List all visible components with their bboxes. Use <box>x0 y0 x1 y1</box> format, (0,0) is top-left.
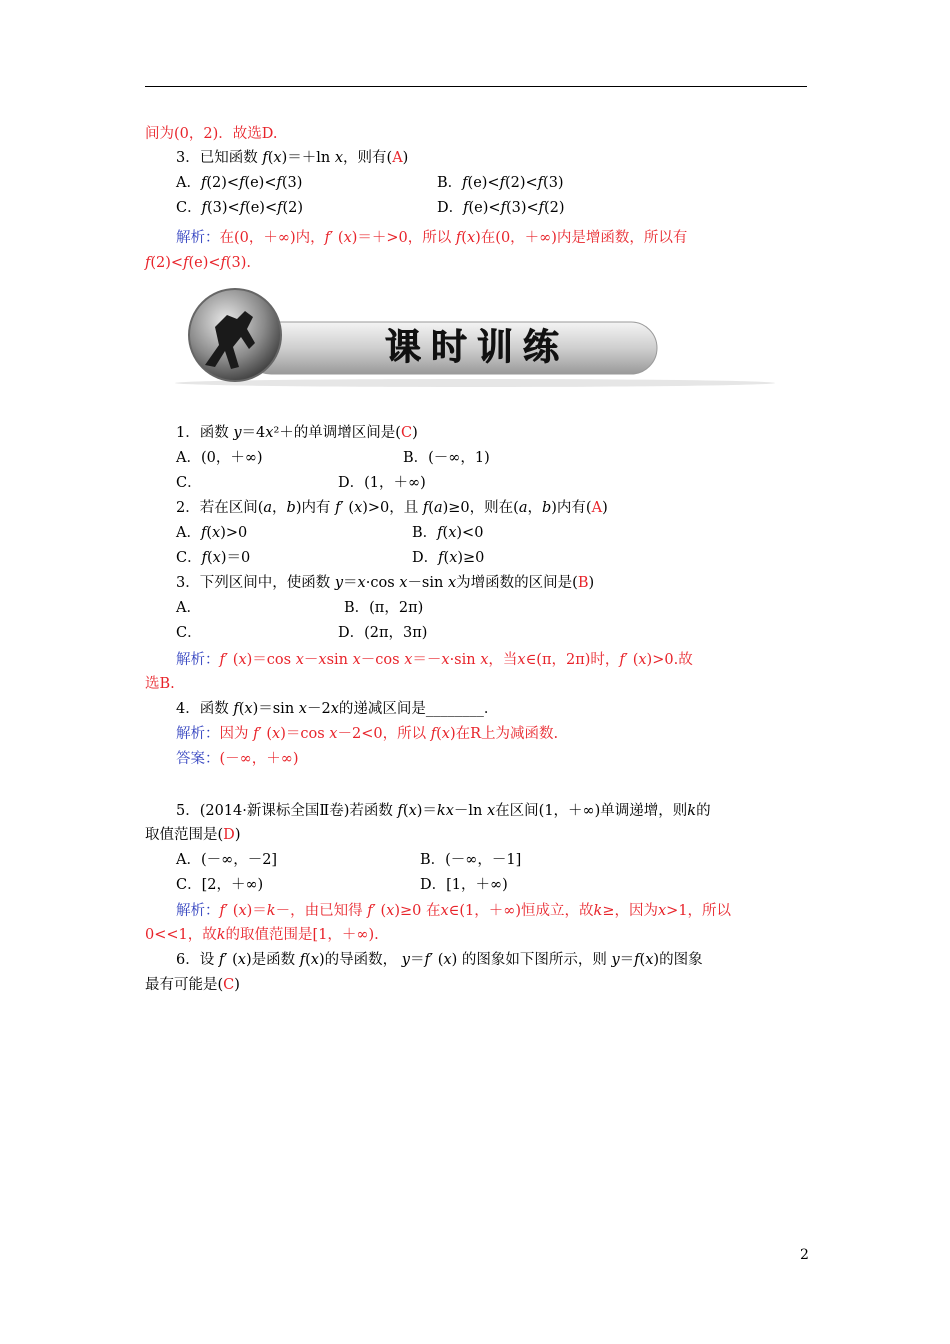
text-run: x <box>354 500 363 516</box>
text-line-l36 <box>145 925 379 945</box>
text-run: ( <box>238 701 245 717</box>
text-line-l03 <box>176 173 302 193</box>
text-run: A．(0，＋∞) <box>176 450 263 466</box>
text-run: C． <box>176 550 202 566</box>
text-run: 的取值范围是[1，＋∞). <box>225 927 379 943</box>
text-run: ( <box>436 726 442 742</box>
text-run: ) <box>412 425 418 441</box>
text-run: f <box>499 175 505 191</box>
text-run: x <box>298 701 307 717</box>
text-run: A． <box>176 525 201 541</box>
text-run: x <box>352 652 361 668</box>
text-run: f <box>455 230 462 246</box>
text-run: f <box>634 952 640 968</box>
text-line-l28 <box>176 749 298 769</box>
text-run: 的递减区间是________． <box>338 701 499 717</box>
text-line-l05 <box>176 198 303 218</box>
text-run: a <box>263 500 273 516</box>
text-run: C <box>400 425 413 441</box>
text-run: D <box>223 827 235 843</box>
text-run: k <box>687 803 697 819</box>
text-run: x <box>310 952 319 968</box>
text-line-l20 <box>176 598 201 618</box>
banner-shadow <box>175 379 775 387</box>
text-run: A． <box>176 600 201 616</box>
text-line-l09 <box>176 423 418 443</box>
text-run: x <box>657 903 667 919</box>
text-run: )＝＋>0，所以 <box>351 230 456 246</box>
text-run: )＝ <box>246 903 267 919</box>
text-run: 解析： <box>176 726 220 742</box>
text-line-l33 <box>176 875 263 895</box>
text-run: f <box>324 230 330 246</box>
text-line-l06 <box>437 198 565 218</box>
text-line-l29 <box>176 801 711 821</box>
text-run: C．[2，＋∞) <box>176 877 264 893</box>
text-run: x <box>334 150 344 166</box>
text-run: y <box>233 425 242 441</box>
text-run: 选B. <box>145 676 175 692</box>
text-run: 最有可能是( <box>145 977 224 993</box>
text-line-l23 <box>338 623 427 643</box>
text-run: ′ ( <box>624 652 639 668</box>
text-run: f <box>437 525 443 541</box>
text-run: ＝－ <box>412 652 442 668</box>
text-run: f <box>537 175 544 191</box>
text-line-l04 <box>437 173 564 193</box>
text-run: y <box>401 952 410 968</box>
text-run: f <box>220 255 226 271</box>
text-run: k <box>216 927 226 943</box>
text-run: C． <box>176 625 202 641</box>
text-run: ，则有( <box>343 150 393 166</box>
text-run: 解析： <box>176 903 220 919</box>
text-run: ·sin <box>449 652 481 668</box>
text-run: )＝sin <box>252 701 299 717</box>
text-run: －2<0，所以 <box>337 726 431 742</box>
text-run: y <box>611 952 620 968</box>
text-run: 4．函数 <box>176 701 234 717</box>
text-run: －ln <box>453 803 487 819</box>
text-run: －sin <box>407 575 448 591</box>
text-line-l12 <box>176 473 202 493</box>
text-run: f <box>183 255 189 271</box>
text-run: x <box>244 701 253 717</box>
text-run: ′ ( <box>429 952 444 968</box>
text-line-l30 <box>145 825 240 845</box>
text-run: )的图象 <box>653 952 703 968</box>
text-line-l14 <box>176 498 608 518</box>
text-line-l25 <box>145 674 175 694</box>
text-line-l24 <box>176 650 693 670</box>
text-run: 解析： <box>176 230 220 246</box>
text-run: 在(0，＋∞)内， <box>219 230 325 246</box>
text-run: (e)< <box>467 175 500 191</box>
text-run: kx <box>436 803 454 819</box>
text-line-l38 <box>145 975 240 995</box>
text-run: x <box>447 575 457 591</box>
text-run: (3)< <box>505 200 539 216</box>
text-run: f <box>335 500 341 516</box>
text-run: x <box>441 726 450 742</box>
text-run: 为增函数的区间是( <box>456 575 578 591</box>
text-run: ( <box>461 230 467 246</box>
text-run: k <box>593 903 603 919</box>
text-run: －，由已知得 <box>275 903 368 919</box>
text-line-l34 <box>420 875 508 895</box>
text-run: x <box>386 903 395 919</box>
text-run: x <box>212 550 221 566</box>
text-run: 3．下列区间中，使函数 <box>176 575 335 591</box>
text-run: (2)< <box>504 175 538 191</box>
text-run: －2 <box>306 701 331 717</box>
text-run: ≥，因为 <box>602 903 658 919</box>
text-run: B． <box>412 525 438 541</box>
text-line-l22 <box>176 623 202 643</box>
text-run: (e)< <box>245 200 278 216</box>
text-run: (e)< <box>468 200 501 216</box>
text-run: ) <box>402 150 409 166</box>
text-run: x <box>480 652 489 668</box>
text-line-l31 <box>176 850 277 870</box>
text-run: f <box>538 200 545 216</box>
text-run: )>0.故 <box>646 652 693 668</box>
text-run: x <box>295 652 304 668</box>
text-line-l15 <box>176 523 247 543</box>
text-run: (－∞，＋∞) <box>219 751 299 767</box>
text-run: D． <box>412 550 439 566</box>
text-run: x <box>440 903 449 919</box>
page-number: 2 <box>800 1247 809 1263</box>
text-run: f <box>262 150 268 166</box>
text-run: x <box>441 652 450 668</box>
text-run: A <box>392 150 403 166</box>
text-run: x <box>517 652 526 668</box>
text-run: f <box>239 200 246 216</box>
text-run: D．(1，＋∞) <box>338 475 426 491</box>
text-run: )的导函数， <box>318 952 402 968</box>
text-run: ′ ( <box>224 652 239 668</box>
text-line-l07 <box>176 228 687 248</box>
text-run: f <box>239 175 245 191</box>
text-run: ( <box>443 550 450 566</box>
text-run: f <box>201 550 207 566</box>
text-run: ′ ( <box>340 500 355 516</box>
text-line-l35 <box>176 901 731 921</box>
text-run: ²＋的单调增区间是( <box>273 425 401 441</box>
text-run: ＝ <box>409 952 425 968</box>
text-run: f <box>422 500 429 516</box>
text-line-l02 <box>176 148 408 168</box>
text-run: ′ ( <box>372 903 387 919</box>
text-run: f <box>500 200 506 216</box>
text-run: B．(－∞，－1] <box>420 852 522 868</box>
text-run: f <box>462 175 468 191</box>
text-run: B <box>577 575 589 591</box>
text-run: b <box>541 500 552 516</box>
text-run: f <box>276 175 282 191</box>
text-run: 6．设 <box>176 952 219 968</box>
text-run: x <box>408 803 417 819</box>
text-run: － <box>303 652 319 668</box>
text-run: (3). <box>225 255 252 271</box>
text-run: ·cos <box>365 575 400 591</box>
text-run: )在R上为减函数. <box>449 726 559 742</box>
text-run: A．(－∞，－2] <box>176 852 278 868</box>
text-run: ′ ( <box>224 952 238 968</box>
text-run: x <box>404 652 413 668</box>
text-run: f <box>397 803 403 819</box>
text-run: ∈(1，＋∞)恒成立，故 <box>448 903 594 919</box>
text-run: ) <box>234 827 241 843</box>
text-run: f <box>277 200 283 216</box>
section-banner <box>175 287 775 389</box>
text-run: ， <box>272 500 287 516</box>
text-run: ( <box>442 525 449 541</box>
text-run: f <box>463 200 469 216</box>
text-run: x <box>237 952 246 968</box>
text-run: ( <box>206 525 213 541</box>
text-run: x <box>238 652 247 668</box>
text-run: (3)< <box>206 200 240 216</box>
text-run: ′ ( <box>224 903 239 919</box>
text-run: ， <box>527 500 542 516</box>
text-run: 2．若在区间( <box>176 500 264 516</box>
text-run: x <box>486 803 496 819</box>
text-run: )>0 <box>220 525 248 541</box>
text-run: f <box>619 652 625 668</box>
text-run: 因为 <box>219 726 254 742</box>
text-run: x <box>343 230 352 246</box>
text-run: 间为(0，2)．故选D. <box>145 126 278 142</box>
text-run: y <box>334 575 344 591</box>
text-run: x <box>399 575 408 591</box>
text-run: 的 <box>696 803 711 819</box>
text-run: A． <box>176 175 201 191</box>
text-line-l18 <box>412 548 484 568</box>
text-line-l21 <box>344 598 423 618</box>
text-run: x <box>318 652 327 668</box>
text-run: ) 的图象如下图所示，则 <box>451 952 612 968</box>
text-run: 答案： <box>176 751 220 767</box>
text-run: x <box>638 652 647 668</box>
text-run: 5．(2014·新课标全国Ⅱ卷)若函数 <box>176 803 398 819</box>
text-run: 3．已知函数 <box>176 150 263 166</box>
text-run: f <box>219 652 225 668</box>
text-run: f <box>201 200 207 216</box>
text-run: f <box>218 952 225 968</box>
text-run: D．(2π，3π) <box>338 625 428 641</box>
text-run: ) <box>588 575 595 591</box>
text-line-l01 <box>145 124 277 144</box>
text-run: ( <box>305 952 311 968</box>
text-run: b <box>286 500 296 516</box>
text-run: ′ ( <box>330 230 344 246</box>
text-run: A <box>591 500 603 516</box>
text-run: ( <box>206 550 213 566</box>
text-run: x <box>273 150 282 166</box>
text-run: B．(π，2π) <box>344 600 424 616</box>
text-run: ＝4 <box>241 425 266 441</box>
text-run: (e)< <box>188 255 221 271</box>
text-run: C <box>223 977 235 993</box>
text-line-l37 <box>176 950 703 970</box>
text-run: (3) <box>281 175 303 191</box>
text-run: B． <box>437 175 463 191</box>
text-run: f <box>424 952 430 968</box>
text-run: a <box>433 500 443 516</box>
text-run: f <box>367 903 373 919</box>
text-run: 在区间(1，＋∞)单调递增，则 <box>495 803 688 819</box>
text-line-l27 <box>176 724 558 744</box>
text-run: )＝ <box>416 803 437 819</box>
text-run: >1，所以 <box>666 903 732 919</box>
text-run: (3) <box>543 175 564 191</box>
text-run: f <box>219 903 225 919</box>
text-run: f <box>299 952 306 968</box>
text-run: )内有 <box>295 500 336 516</box>
text-run: 解析： <box>176 652 220 668</box>
text-line-l19 <box>176 573 594 593</box>
text-run: a <box>518 500 528 516</box>
text-run: )＝0 <box>220 550 251 566</box>
text-run: ＝ <box>343 575 358 591</box>
text-run: ′ ( <box>258 726 273 742</box>
text-line-l16 <box>412 523 483 543</box>
text-run: f <box>233 701 239 717</box>
text-run: x <box>265 425 274 441</box>
text-run: sin <box>326 652 353 668</box>
text-run: (2)< <box>206 175 240 191</box>
text-run: ( <box>639 952 646 968</box>
text-run: )在(0，＋∞)内是增函数，所以有 <box>475 230 688 246</box>
text-run: 1．函数 <box>176 425 234 441</box>
text-run: f <box>253 726 259 742</box>
banner-title: 课时训练 <box>385 327 570 368</box>
text-run: x <box>329 726 338 742</box>
text-run: x <box>357 575 366 591</box>
text-run: D．[1，＋∞) <box>420 877 508 893</box>
text-run: f <box>200 175 207 191</box>
text-run: ) <box>234 977 240 993</box>
text-run: f <box>200 525 207 541</box>
text-line-l32 <box>420 850 521 870</box>
text-run: )＝cos <box>246 652 296 668</box>
text-run: )≥0 <box>457 550 485 566</box>
text-run: )>0，且 <box>362 500 423 516</box>
text-line-l08 <box>145 253 251 273</box>
text-run: )内有( <box>551 500 592 516</box>
text-run: x <box>330 701 339 717</box>
text-run: )是函数 <box>245 952 300 968</box>
text-run: (2)< <box>150 255 184 271</box>
header-rule <box>145 86 807 87</box>
text-run: (e)< <box>244 175 277 191</box>
text-line-l11 <box>403 448 490 468</box>
text-run: ＝ <box>619 952 635 968</box>
text-line-l17 <box>176 548 250 568</box>
text-line-l13 <box>338 473 426 493</box>
text-run: B．(－∞，1) <box>403 450 490 466</box>
text-run: C． <box>176 200 202 216</box>
text-run: f <box>145 255 151 271</box>
text-run: x <box>272 726 281 742</box>
text-run: 0<<1，故 <box>145 927 217 943</box>
text-run: ( <box>402 803 409 819</box>
text-run: ，当 <box>488 652 518 668</box>
text-run: ) <box>602 500 608 516</box>
text-run: x <box>466 230 476 246</box>
text-run: ( <box>267 150 274 166</box>
text-run: )<0 <box>456 525 484 541</box>
text-run: x <box>238 903 247 919</box>
text-run: k <box>266 903 276 919</box>
text-run: 取值范围是( <box>145 827 224 843</box>
text-run: ( <box>428 500 434 516</box>
text-run: (2) <box>282 200 304 216</box>
text-run: x <box>443 952 452 968</box>
text-line-l26 <box>176 699 498 719</box>
text-run: )＝＋ln <box>281 150 335 166</box>
text-run: D． <box>437 200 464 216</box>
text-run: ∈(π，2π)时， <box>525 652 620 668</box>
text-run: )＝cos <box>280 726 330 742</box>
text-run: )≥0，则在( <box>442 500 519 516</box>
text-run: f <box>438 550 444 566</box>
text-run: －cos <box>360 652 405 668</box>
text-run: C． <box>176 475 202 491</box>
text-run: x <box>212 525 221 541</box>
text-line-l10 <box>176 448 263 468</box>
text-run: (2) <box>544 200 565 216</box>
text-run: )≥0 在 <box>394 903 441 919</box>
text-run: x <box>645 952 654 968</box>
text-run: x <box>449 550 458 566</box>
text-run: x <box>448 525 457 541</box>
text-run: f <box>430 726 437 742</box>
